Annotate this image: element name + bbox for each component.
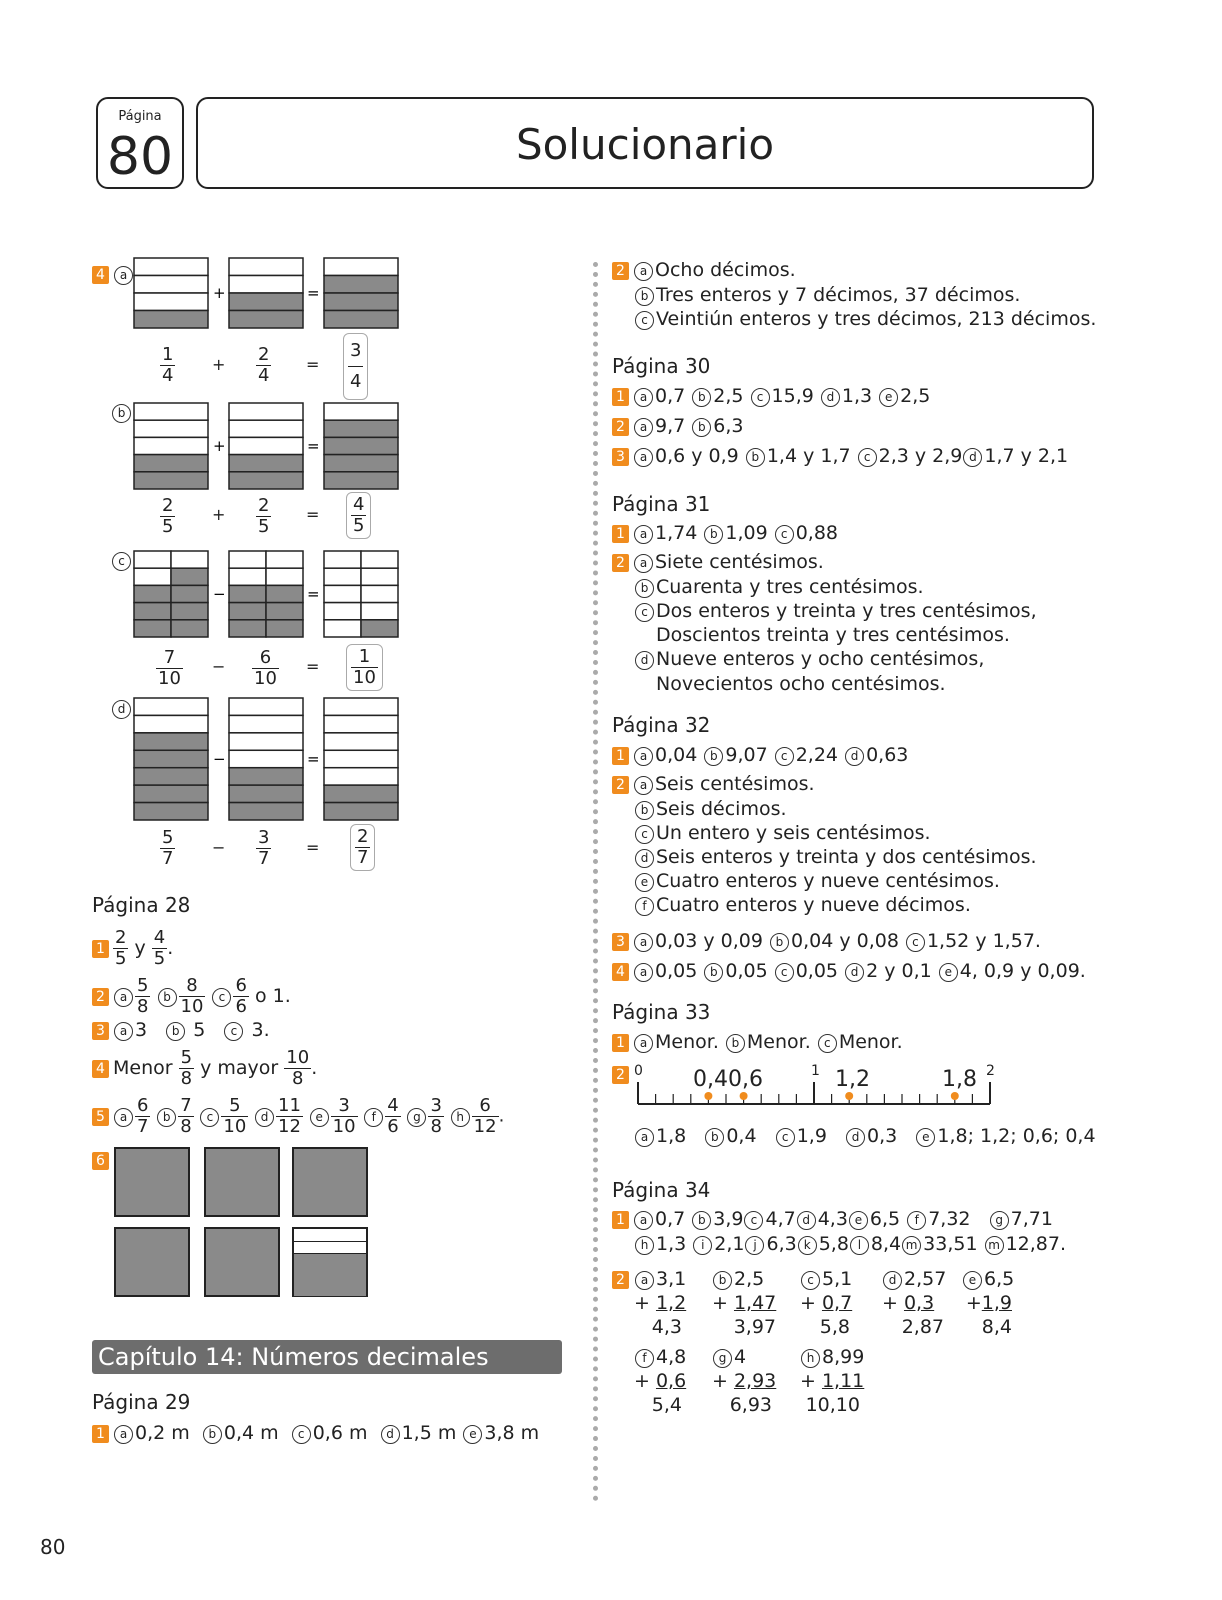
fraction: $\frac{2}{5}$: [162, 495, 174, 537]
bar-cell: [324, 698, 398, 715]
ex4-b-letter: b: [111, 400, 133, 424]
bar-cell: [266, 585, 303, 602]
bar-cell: [324, 750, 398, 767]
bar-cell: [171, 603, 208, 620]
p31-item2-b: b Cuarenta y tres centésimos.: [634, 575, 924, 599]
p31-item2-c: c Dos enteros y treinta y tres centésimos,: [634, 599, 1037, 623]
section-title-p30: Página 30: [612, 354, 711, 378]
equals-sign: =: [306, 838, 320, 857]
bar-cell: [266, 620, 303, 637]
bar-cell: [361, 603, 398, 620]
footer-page-number: 80: [40, 1535, 66, 1559]
page-number-box: [96, 97, 184, 189]
nl-tick-1: 1: [811, 1063, 820, 1079]
section-title-p33: Página 33: [612, 1000, 711, 1024]
shaded-square: [204, 1147, 280, 1217]
p31-item2-d: d Nueve enteros y ocho centésimos,: [634, 647, 984, 671]
op-sign: −: [213, 750, 226, 768]
p34-item2-badge: 2: [612, 1267, 633, 1291]
p32-item3: 3 a 0,03 y 0,09 b 0,04 y 0,08 c 1,52 y 1,57.: [612, 929, 1041, 953]
result-fraction: $\frac{1}{10}$: [346, 644, 383, 691]
bar-cell: [324, 437, 398, 454]
p28-item5: 5 a $\frac{6}{7}$ b $\frac{7}{8}$ c $\frac{5}{10}$ d $\frac{11}{12}$ e $\frac{3}{10}$ f $\frac{4}{6}$ g $\frac{3}{8}$ h $\frac{6}{12}$ .: [92, 1096, 504, 1137]
bar-cell: [324, 768, 398, 785]
fraction: $\frac{3}{7}$: [258, 827, 270, 869]
equals-sign: =: [306, 355, 320, 374]
section-title-p31: Página 31: [612, 492, 711, 516]
op-sign: −: [213, 585, 226, 603]
bar-cell: [229, 568, 266, 585]
shaded-square: [204, 1227, 280, 1297]
bar-cell: [324, 585, 361, 602]
bar-cell: [324, 715, 398, 732]
bar-cell: [324, 403, 398, 420]
bar-cell: [229, 620, 266, 637]
bar-cell: [171, 568, 208, 585]
bar-cell: [229, 750, 303, 767]
fraction: $\frac{7}{10}$: [158, 647, 181, 689]
fraction: $\frac{6}{10}$: [254, 647, 277, 689]
op-sign: −: [212, 838, 226, 857]
bar-cell: [134, 603, 171, 620]
p28-item3: 3 a 3 b 5 c 3.: [92, 1018, 270, 1042]
bar-cell: [324, 276, 398, 294]
p31-item2-d2: Novecientos ocho centésimos.: [656, 673, 946, 695]
bar-cell: [361, 585, 398, 602]
bar-cell: [229, 698, 303, 715]
op-sign: =: [307, 437, 320, 455]
p31-item2-c2: Doscientos treinta y tres centésimos.: [656, 624, 1010, 646]
sum-d: d 2,57 + 0,3 2,87: [882, 1268, 947, 1338]
bar-cell: [134, 420, 208, 437]
bar-cell: [324, 803, 398, 820]
column-divider: [593, 262, 598, 1502]
p33-item1: 1 a Menor. b Menor. c Menor.: [612, 1030, 903, 1054]
ex-badge: 4: [92, 266, 109, 284]
ex4-label: [92, 262, 135, 286]
bar-cell: [171, 585, 208, 602]
bar-cell: [229, 472, 303, 489]
op-sign: +: [213, 284, 226, 302]
shaded-square: [114, 1147, 190, 1217]
result-fraction: $\frac{4}{5}$: [346, 492, 371, 539]
section-title-p34: Página 34: [612, 1178, 711, 1202]
bar-cell: [229, 785, 303, 802]
nl-tick-2: 2: [986, 1063, 995, 1079]
p32-item4: 4 a 0,05 b 0,05 c 0,05 d 2 y 0,1 e 4, 0,9 y 0,09.: [612, 959, 1086, 983]
nl-point: [951, 1092, 959, 1100]
p29-item1: 1 a 0,2 m b 0,4 m c 0,6 m d 1,5 m e 3,8 m: [92, 1421, 539, 1445]
fraction: $\frac{5}{7}$: [162, 827, 174, 869]
bar-cell: [229, 803, 303, 820]
bar-cell: [134, 803, 208, 820]
bar-cell: [324, 551, 361, 568]
bar-cell: [134, 455, 208, 472]
op-sign: =: [307, 585, 320, 603]
op-sign: =: [307, 284, 320, 302]
bar-cell: [229, 715, 303, 732]
p31-item2-a: 2 a Siete centésimos.: [612, 550, 824, 574]
fraction: $\frac{2}{4}$: [258, 344, 270, 386]
sum-b: b 2,5 + 1,47 3,97: [712, 1268, 777, 1338]
sum-c: c 5,1 + 0,7 5,8: [800, 1268, 853, 1338]
section-title-p28: Página 28: [92, 893, 191, 917]
sum-a: a 3,1 + 1,2 4,3: [634, 1268, 687, 1338]
bar-cell: [324, 733, 398, 750]
partial-shaded-square: [292, 1227, 368, 1297]
bar-cell: [324, 420, 398, 437]
page-number: 80: [106, 127, 174, 187]
sum-h: h 8,99 + 1,11 10,10: [800, 1346, 865, 1416]
section-title-p29: Página 29: [92, 1390, 191, 1414]
sum-f: f 4,8 + 0,6 5,4: [634, 1346, 687, 1416]
bar-cell: [229, 293, 303, 311]
number-line: [630, 1080, 1000, 1112]
bar-cell: [324, 455, 398, 472]
p32-item2-d: d Seis enteros y treinta y dos centésimos.: [634, 845, 1037, 869]
section-title-p32: Página 32: [612, 713, 711, 737]
bar-cell: [229, 768, 303, 785]
bar-cell: [134, 620, 171, 637]
result-fraction: $\frac{3}{4}$: [343, 333, 368, 400]
p32-item2-b: b Seis décimos.: [634, 797, 787, 821]
fraction: $\frac{2}{5}$: [258, 495, 270, 537]
equals-sign: =: [306, 657, 320, 676]
p32-item2-c: c Un entero y seis centésimos.: [634, 821, 931, 845]
bar-cell: [266, 551, 303, 568]
p28-item4: 4 Menor $\frac{5}{8}$ y mayor $\frac{10}{8}$ .: [92, 1048, 317, 1089]
bar-cell: [324, 603, 361, 620]
nl-label: 0,6: [728, 1067, 763, 1092]
bar-cell: [229, 585, 266, 602]
p32-item1: 1 a 0,04 b 9,07 c 2,24 d 0,63: [612, 743, 908, 767]
p33-item2-badge: 2: [612, 1062, 633, 1086]
page-title: Solucionario: [196, 97, 1094, 189]
bar-cell: [229, 258, 303, 276]
op-sign: −: [212, 657, 226, 676]
chapter-banner: Capítulo 14: Números decimales: [92, 1340, 562, 1374]
bar-cell: [229, 420, 303, 437]
p32-item2-f: f Cuatro enteros y nueve décimos.: [634, 893, 971, 917]
nl-tick-0: 0: [634, 1063, 643, 1079]
bar-cell: [134, 733, 208, 750]
bar-cell: [134, 276, 208, 294]
p30-item3: 3 a 0,6 y 0,9 b 1,4 y 1,7 c 2,3 y 2,9 d 1,7 y 2,1: [612, 444, 1068, 468]
fraction: $\frac{1}{4}$: [162, 344, 174, 386]
bar-cell: [134, 472, 208, 489]
sum-g: g 4 + 2,93 6,93: [712, 1346, 777, 1416]
bar-cell: [324, 258, 398, 276]
nl-point: [704, 1092, 712, 1100]
bar-cell: [134, 715, 208, 732]
op-sign: =: [307, 750, 320, 768]
shaded-square: [292, 1147, 368, 1217]
bar-cell: [134, 585, 171, 602]
p30-item2: 2 a 9,7 b 6,3: [612, 414, 743, 438]
top-item2-a: 2 a Ocho décimos.: [612, 258, 796, 282]
bar-cell: [266, 603, 303, 620]
bar-cell: [134, 437, 208, 454]
bar-cell: [324, 311, 398, 329]
bar-cell: [134, 403, 208, 420]
bar-cell: [361, 551, 398, 568]
p28-item1: 1 $\frac{2}{5}$ y $\frac{4}{5}$ .: [92, 928, 173, 969]
bar-cell: [171, 551, 208, 568]
bar-cell: [229, 311, 303, 329]
op-sign: +: [212, 505, 226, 524]
shaded-square: [114, 1227, 190, 1297]
top-item2-b: b Tres enteros y 7 décimos, 37 décimos.: [634, 283, 1020, 307]
result-fraction: $\frac{2}{7}$: [350, 824, 375, 871]
bar-cell: [134, 750, 208, 767]
equals-sign: =: [306, 505, 320, 524]
nl-point: [740, 1092, 748, 1100]
bar-cell: [324, 785, 398, 802]
bar-cell: [229, 455, 303, 472]
bar-cell: [324, 472, 398, 489]
ex4-c-letter: c: [111, 548, 133, 572]
top-item2-c: c Veintiún enteros y tres décimos, 213 décimos.: [634, 307, 1096, 331]
bar-cell: [361, 568, 398, 585]
nl-label: 1,2: [835, 1067, 870, 1092]
p34-item1-row1: 1 a 0,7 b 3,9 c 4,7 d 4,3 e 6,5 f 7,32 g 7,71: [612, 1207, 1053, 1231]
bar-cell: [134, 258, 208, 276]
page-label: Página: [118, 109, 162, 124]
letter-circle: a: [114, 266, 133, 285]
bar-cell: [134, 768, 208, 785]
p33-item2-answers: a 1,8 b 0,4 c 1,9 d 0,3 e 1,8; 1,2; 0,6; 0,4: [634, 1124, 1096, 1148]
p30-item1: 1 a 0,7 b 2,5 c 15,9 d 1,3 e 2,5: [612, 384, 930, 408]
bar-cell: [229, 276, 303, 294]
nl-label: 0,4: [693, 1067, 728, 1092]
bar-cell: [229, 603, 266, 620]
nl-label: 1,8: [942, 1067, 977, 1092]
bar-cell: [171, 620, 208, 637]
bar-cell: [229, 733, 303, 750]
sum-e: e 6,5 +1,9 8,4: [962, 1267, 1012, 1339]
p28-item2: 2 a $\frac{5}{8}$ b $\frac{8}{10}$ c $\frac{6}{6}$ o 1.: [92, 976, 291, 1017]
ex4-d-letter: d: [111, 696, 133, 720]
bar-cell: [134, 568, 171, 585]
bar-cell: [324, 293, 398, 311]
bar-cell: [266, 568, 303, 585]
bar-cell: [229, 551, 266, 568]
p34-item1-row2: h 1,3 i 2,1 j 6,3 k 5,8 l 8,4 m 33,51 m 12,87.: [634, 1232, 1066, 1256]
bar-cell: [134, 785, 208, 802]
ex4-a-eq: [160, 345, 175, 386]
bar-cell: [324, 568, 361, 585]
p31-item1: 1 a 1,74 b 1,09 c 0,88: [612, 521, 838, 545]
p28-item6: 6: [92, 1148, 113, 1172]
bar-cell: [134, 293, 208, 311]
op-sign: +: [212, 355, 226, 374]
bar-cell: [361, 620, 398, 637]
bar-cell: [134, 698, 208, 715]
p32-item2-e: e Cuatro enteros y nueve centésimos.: [634, 869, 1000, 893]
bar-cell: [324, 620, 361, 637]
p32-item2-a: 2 a Seis centésimos.: [612, 772, 815, 796]
nl-point: [845, 1092, 853, 1100]
op-sign: +: [213, 437, 226, 455]
bar-cell: [229, 437, 303, 454]
bar-cell: [134, 551, 171, 568]
bar-cell: [229, 403, 303, 420]
bar-cell: [134, 311, 208, 329]
